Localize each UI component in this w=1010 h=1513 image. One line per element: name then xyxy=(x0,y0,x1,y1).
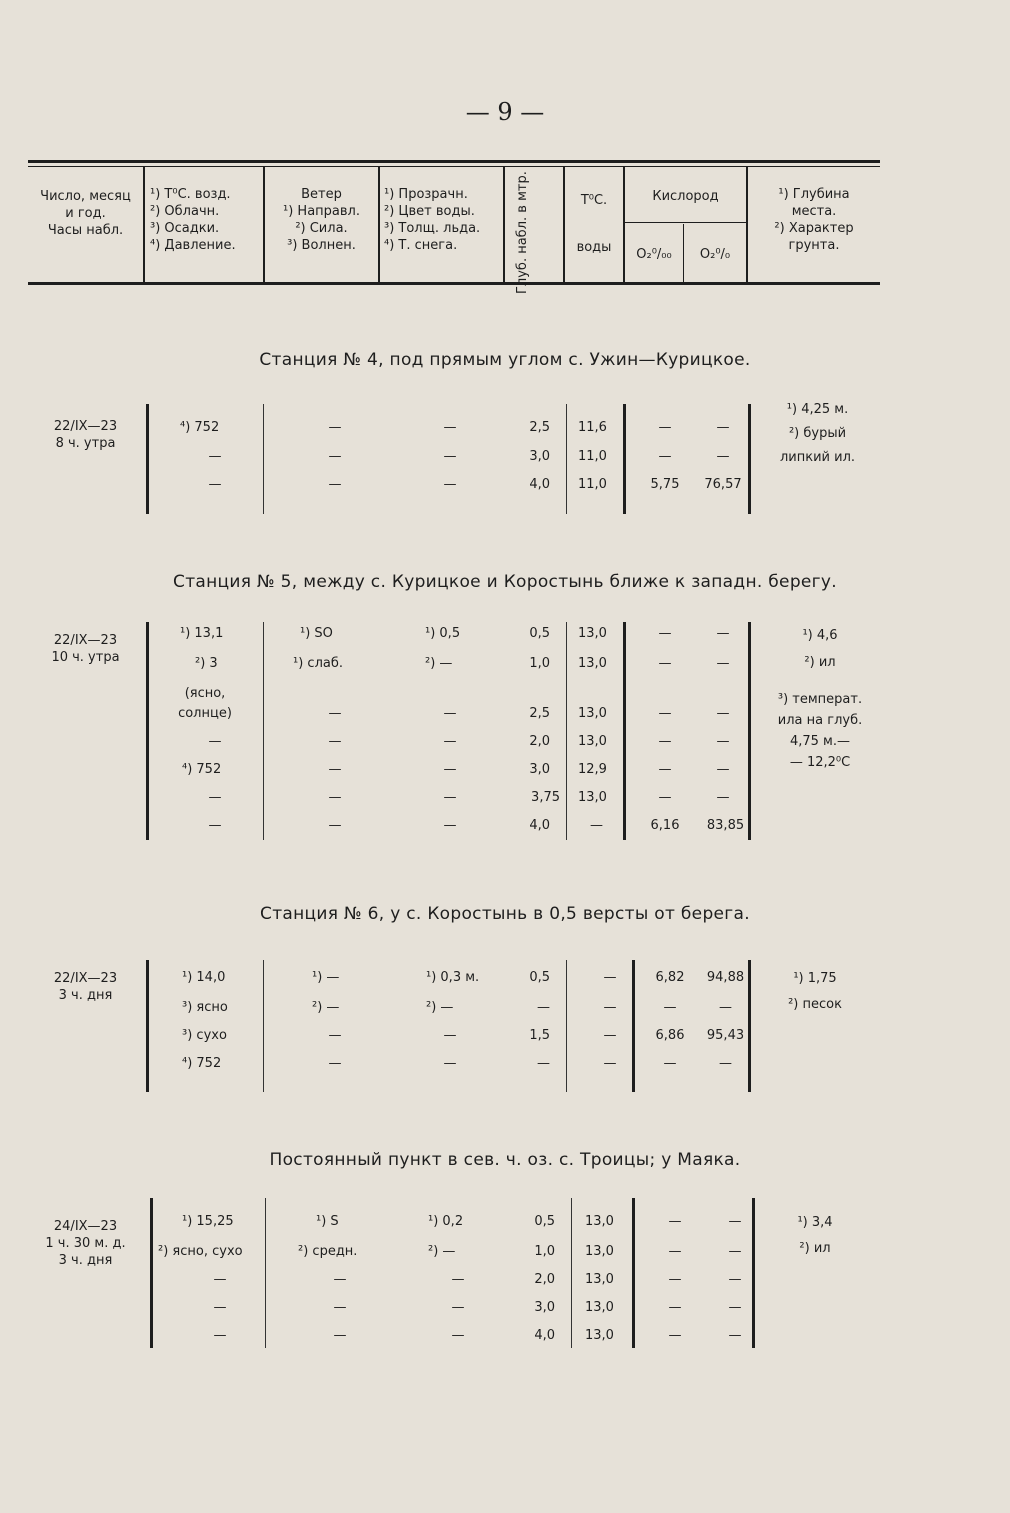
table-cell: ³) ясно xyxy=(182,1000,228,1015)
table-cell: 11,0 xyxy=(578,449,607,464)
table-rule xyxy=(146,960,149,1092)
header-oxygen: Кислород xyxy=(652,189,719,204)
table-cell: — xyxy=(728,1300,742,1315)
table-cell: 95,43 xyxy=(706,1028,745,1043)
table-cell: — xyxy=(328,477,342,492)
table-rule xyxy=(146,622,149,840)
table-cell: 1,0 xyxy=(534,1244,555,1259)
table-cell: ²) — xyxy=(426,1000,454,1015)
table-cell: 13,0 xyxy=(585,1244,614,1259)
table-cell: 13,0 xyxy=(578,656,607,671)
table-cell: — xyxy=(658,706,672,721)
table-cell: — xyxy=(716,734,730,749)
header-ground: ¹) Глубина места. ²) Характер грунта. xyxy=(774,187,854,253)
table-cell: — xyxy=(443,790,457,805)
table-cell: 3,75 xyxy=(531,790,560,805)
table-cell: 13,0 xyxy=(578,626,607,641)
table-cell: 6,16 xyxy=(650,818,680,833)
table-cell: — xyxy=(328,762,342,777)
table-cell: — xyxy=(658,656,672,671)
table-cell: — xyxy=(728,1214,742,1229)
table-rule xyxy=(623,622,626,840)
table-cell: 6,86 xyxy=(655,1028,685,1043)
table-rule xyxy=(623,222,746,223)
table-rule xyxy=(623,404,626,514)
table-cell: 11,6 xyxy=(578,420,607,435)
table-rule xyxy=(150,1198,153,1348)
table-cell: — xyxy=(668,1300,682,1315)
table-cell: 13,0 xyxy=(585,1300,614,1315)
table-cell: (ясно, xyxy=(184,686,226,701)
table-cell: — xyxy=(603,1000,617,1015)
table-cell: — xyxy=(208,449,222,464)
table-cell: — xyxy=(333,1272,347,1287)
table-cell: — xyxy=(451,1300,465,1315)
table-cell: 4,0 xyxy=(534,1328,555,1343)
section-date: 22/IX—23 8 ч. утра xyxy=(53,419,118,451)
table-rule xyxy=(143,166,145,282)
table-rule xyxy=(566,622,567,840)
table-cell: 13,0 xyxy=(578,790,607,805)
table-cell: 94,88 xyxy=(706,970,745,985)
table-cell: — xyxy=(716,790,730,805)
table-cell: 0,5 xyxy=(534,1214,555,1229)
table-header xyxy=(28,160,880,294)
table-cell: 1,5 xyxy=(529,1028,550,1043)
table-cell: — xyxy=(537,1000,550,1015)
table-cell: — xyxy=(443,477,457,492)
table-cell: — xyxy=(716,420,730,435)
table-cell: — xyxy=(328,790,342,805)
section-ground: ¹) 4,6 ²) ил ³) температ. ила на глуб. 4,75 м.— — 12,2⁰C xyxy=(777,628,863,770)
table-cell: ⁴) 752 xyxy=(182,762,222,777)
table-cell: — xyxy=(668,1244,682,1259)
table-cell: — xyxy=(208,790,222,805)
table-cell: — xyxy=(603,1028,617,1043)
table-cell: 12,9 xyxy=(578,762,607,777)
table-cell: — xyxy=(603,1056,617,1071)
table-cell: 13,0 xyxy=(585,1272,614,1287)
table-cell: — xyxy=(328,1056,342,1071)
table-cell: 0,5 xyxy=(529,970,550,985)
table-cell: 1,0 xyxy=(529,656,550,671)
table-cell: — xyxy=(328,449,342,464)
section-title: Станция № 6, у с. Коростынь в 0,5 версты от берега. xyxy=(260,904,750,924)
table-rule xyxy=(263,622,264,840)
section-title: Станция № 5, между с. Курицкое и Коростынь ближе к западн. берегу. xyxy=(173,572,837,592)
section-title: Станция № 4, под прямым углом с. Ужин—Курицкое. xyxy=(259,350,751,370)
table-cell: ²) средн. xyxy=(298,1244,358,1259)
table-cell: — xyxy=(443,1028,457,1043)
table-cell: 4,0 xyxy=(529,477,550,492)
table-rule xyxy=(632,960,635,1092)
header-air: ¹) T⁰C. возд. ²) Облачн. ³) Осадки. ⁴) Давление. xyxy=(150,187,236,253)
table-cell: — xyxy=(208,818,222,833)
table-cell: — xyxy=(663,1056,677,1071)
table-cell: солнце) xyxy=(178,706,232,721)
table-cell: — xyxy=(663,1000,677,1015)
table-cell: — xyxy=(443,449,457,464)
section-date: 22/IX—23 3 ч. дня xyxy=(53,971,118,1003)
table-cell: 4,0 xyxy=(529,818,550,833)
table-cell: 2,5 xyxy=(529,420,550,435)
table-cell: — xyxy=(590,818,603,833)
table-cell: — xyxy=(443,420,457,435)
table-cell: — xyxy=(658,762,672,777)
table-cell: — xyxy=(716,706,730,721)
header-depth: Глуб. набл. в мтр. xyxy=(515,171,530,294)
table-cell: — xyxy=(658,420,672,435)
table-cell: ¹) 0,3 м. xyxy=(426,970,480,985)
table-cell: — xyxy=(451,1272,465,1287)
table-cell: — xyxy=(668,1328,682,1343)
table-cell: — xyxy=(719,1056,732,1071)
table-cell: — xyxy=(668,1214,682,1229)
table-rule xyxy=(28,282,880,285)
section-ground: ¹) 3,4 ²) ил xyxy=(797,1215,833,1256)
table-cell: ¹) 14,0 xyxy=(182,970,226,985)
table-cell: ¹) 0,5 xyxy=(425,626,461,641)
table-cell: — xyxy=(213,1328,227,1343)
table-cell: — xyxy=(208,477,222,492)
table-cell: 2,5 xyxy=(529,706,550,721)
header-water: ¹) Прозрачн. ²) Цвет воды. ³) Толщ. льда. ⁴) Т. снега. xyxy=(384,187,481,253)
table-cell: ²) ясно, сухо xyxy=(158,1244,243,1259)
table-cell: — xyxy=(213,1272,227,1287)
table-rule xyxy=(748,622,751,840)
table-cell: ²) — xyxy=(425,656,453,671)
table-rule xyxy=(263,960,264,1092)
table-rule xyxy=(28,160,880,163)
section-title: Постоянный пункт в сев. ч. оз. с. Троицы; у Маяка. xyxy=(269,1150,741,1170)
table-cell: 13,0 xyxy=(585,1214,614,1229)
table-cell: 2,0 xyxy=(529,734,550,749)
table-cell: 76,57 xyxy=(704,477,742,492)
section-date: 24/IX—23 1 ч. 30 м. д. 3 ч. дня xyxy=(45,1219,126,1268)
header-o2-permille: O₂⁰/₀₀ xyxy=(636,247,672,262)
table-cell: — xyxy=(208,734,222,749)
table-cell: — xyxy=(658,734,672,749)
table-cell: — xyxy=(328,734,342,749)
header-date: Число, месяц и год. Часы набл. xyxy=(40,189,131,238)
table-cell: — xyxy=(443,706,457,721)
table-cell: — xyxy=(719,1000,732,1015)
table-rule xyxy=(748,404,751,514)
table-cell: 3,0 xyxy=(529,449,550,464)
table-cell: — xyxy=(443,818,457,833)
table-cell: ⁴) 752 xyxy=(182,1056,222,1071)
table-cell: — xyxy=(728,1272,742,1287)
table-cell: ¹) 15,25 xyxy=(182,1214,234,1229)
section-ground: ¹) 4,25 м. ²) бурый липкий ил. xyxy=(779,402,856,465)
table-cell: ¹) 13,1 xyxy=(180,626,224,641)
table-cell: — xyxy=(537,1056,550,1071)
table-cell: — xyxy=(333,1328,347,1343)
table-cell: — xyxy=(333,1300,347,1315)
table-cell: — xyxy=(443,734,457,749)
table-cell: ¹) 0,2 xyxy=(428,1214,464,1229)
table-cell: 13,0 xyxy=(585,1328,614,1343)
table-rule xyxy=(378,166,380,282)
table-cell: ³) сухо xyxy=(182,1028,227,1043)
table-cell: ²) 3 xyxy=(195,656,218,671)
table-cell: — xyxy=(451,1328,465,1343)
table-cell: 3,0 xyxy=(529,762,550,777)
table-rule xyxy=(28,166,880,167)
table-cell: ²) — xyxy=(428,1244,456,1259)
table-rule xyxy=(632,1198,635,1348)
table-cell: 83,85 xyxy=(706,818,745,833)
table-cell: — xyxy=(716,656,730,671)
table-rule xyxy=(566,404,567,514)
table-rule xyxy=(623,166,625,282)
table-rule xyxy=(263,404,264,514)
table-cell: — xyxy=(668,1272,682,1287)
table-cell: — xyxy=(716,762,730,777)
header-o2-percent: O₂⁰/₀ xyxy=(699,247,731,262)
table-cell: ¹) — xyxy=(312,970,340,985)
table-cell: 11,0 xyxy=(578,477,607,492)
table-cell: — xyxy=(328,706,342,721)
table-cell: ²) — xyxy=(312,1000,340,1015)
table-rule xyxy=(566,960,567,1092)
table-cell: — xyxy=(728,1328,742,1343)
table-cell: — xyxy=(658,790,672,805)
table-cell: ¹) SO xyxy=(300,626,333,641)
table-cell: ⁴) 752 xyxy=(180,420,220,435)
table-cell: — xyxy=(728,1244,742,1259)
table-cell: — xyxy=(328,420,342,435)
table-cell: 13,0 xyxy=(578,734,607,749)
section-date: 22/IX—23 10 ч. утра xyxy=(51,633,120,665)
page-number: — 9 — xyxy=(465,98,545,126)
table-cell: — xyxy=(213,1300,227,1315)
table-cell: — xyxy=(328,1028,342,1043)
table-cell: — xyxy=(716,449,730,464)
section-ground: ¹) 1,75 ²) песок xyxy=(788,971,842,1012)
table-cell: ¹) слаб. xyxy=(293,656,343,671)
header-water-temp: T⁰C. воды xyxy=(576,193,612,255)
table-cell: 13,0 xyxy=(578,706,607,721)
table-rule xyxy=(571,1198,572,1348)
table-rule xyxy=(146,404,149,514)
table-cell: 0,5 xyxy=(529,626,550,641)
table-cell: ¹) S xyxy=(316,1214,339,1229)
table-rule xyxy=(265,1198,266,1348)
table-cell: — xyxy=(658,626,672,641)
table-cell: 2,0 xyxy=(534,1272,555,1287)
table-cell: 3,0 xyxy=(534,1300,555,1315)
table-cell: 6,82 xyxy=(655,970,685,985)
table-cell: — xyxy=(603,970,617,985)
table-cell: — xyxy=(716,626,730,641)
table-cell: — xyxy=(658,449,672,464)
table-cell: — xyxy=(443,1056,457,1071)
header-wind: Ветер ¹) Направл. ²) Сила. ³) Волнен. xyxy=(283,187,360,253)
table-cell: — xyxy=(328,818,342,833)
table-cell: 5,75 xyxy=(650,477,680,492)
table-cell: — xyxy=(443,762,457,777)
